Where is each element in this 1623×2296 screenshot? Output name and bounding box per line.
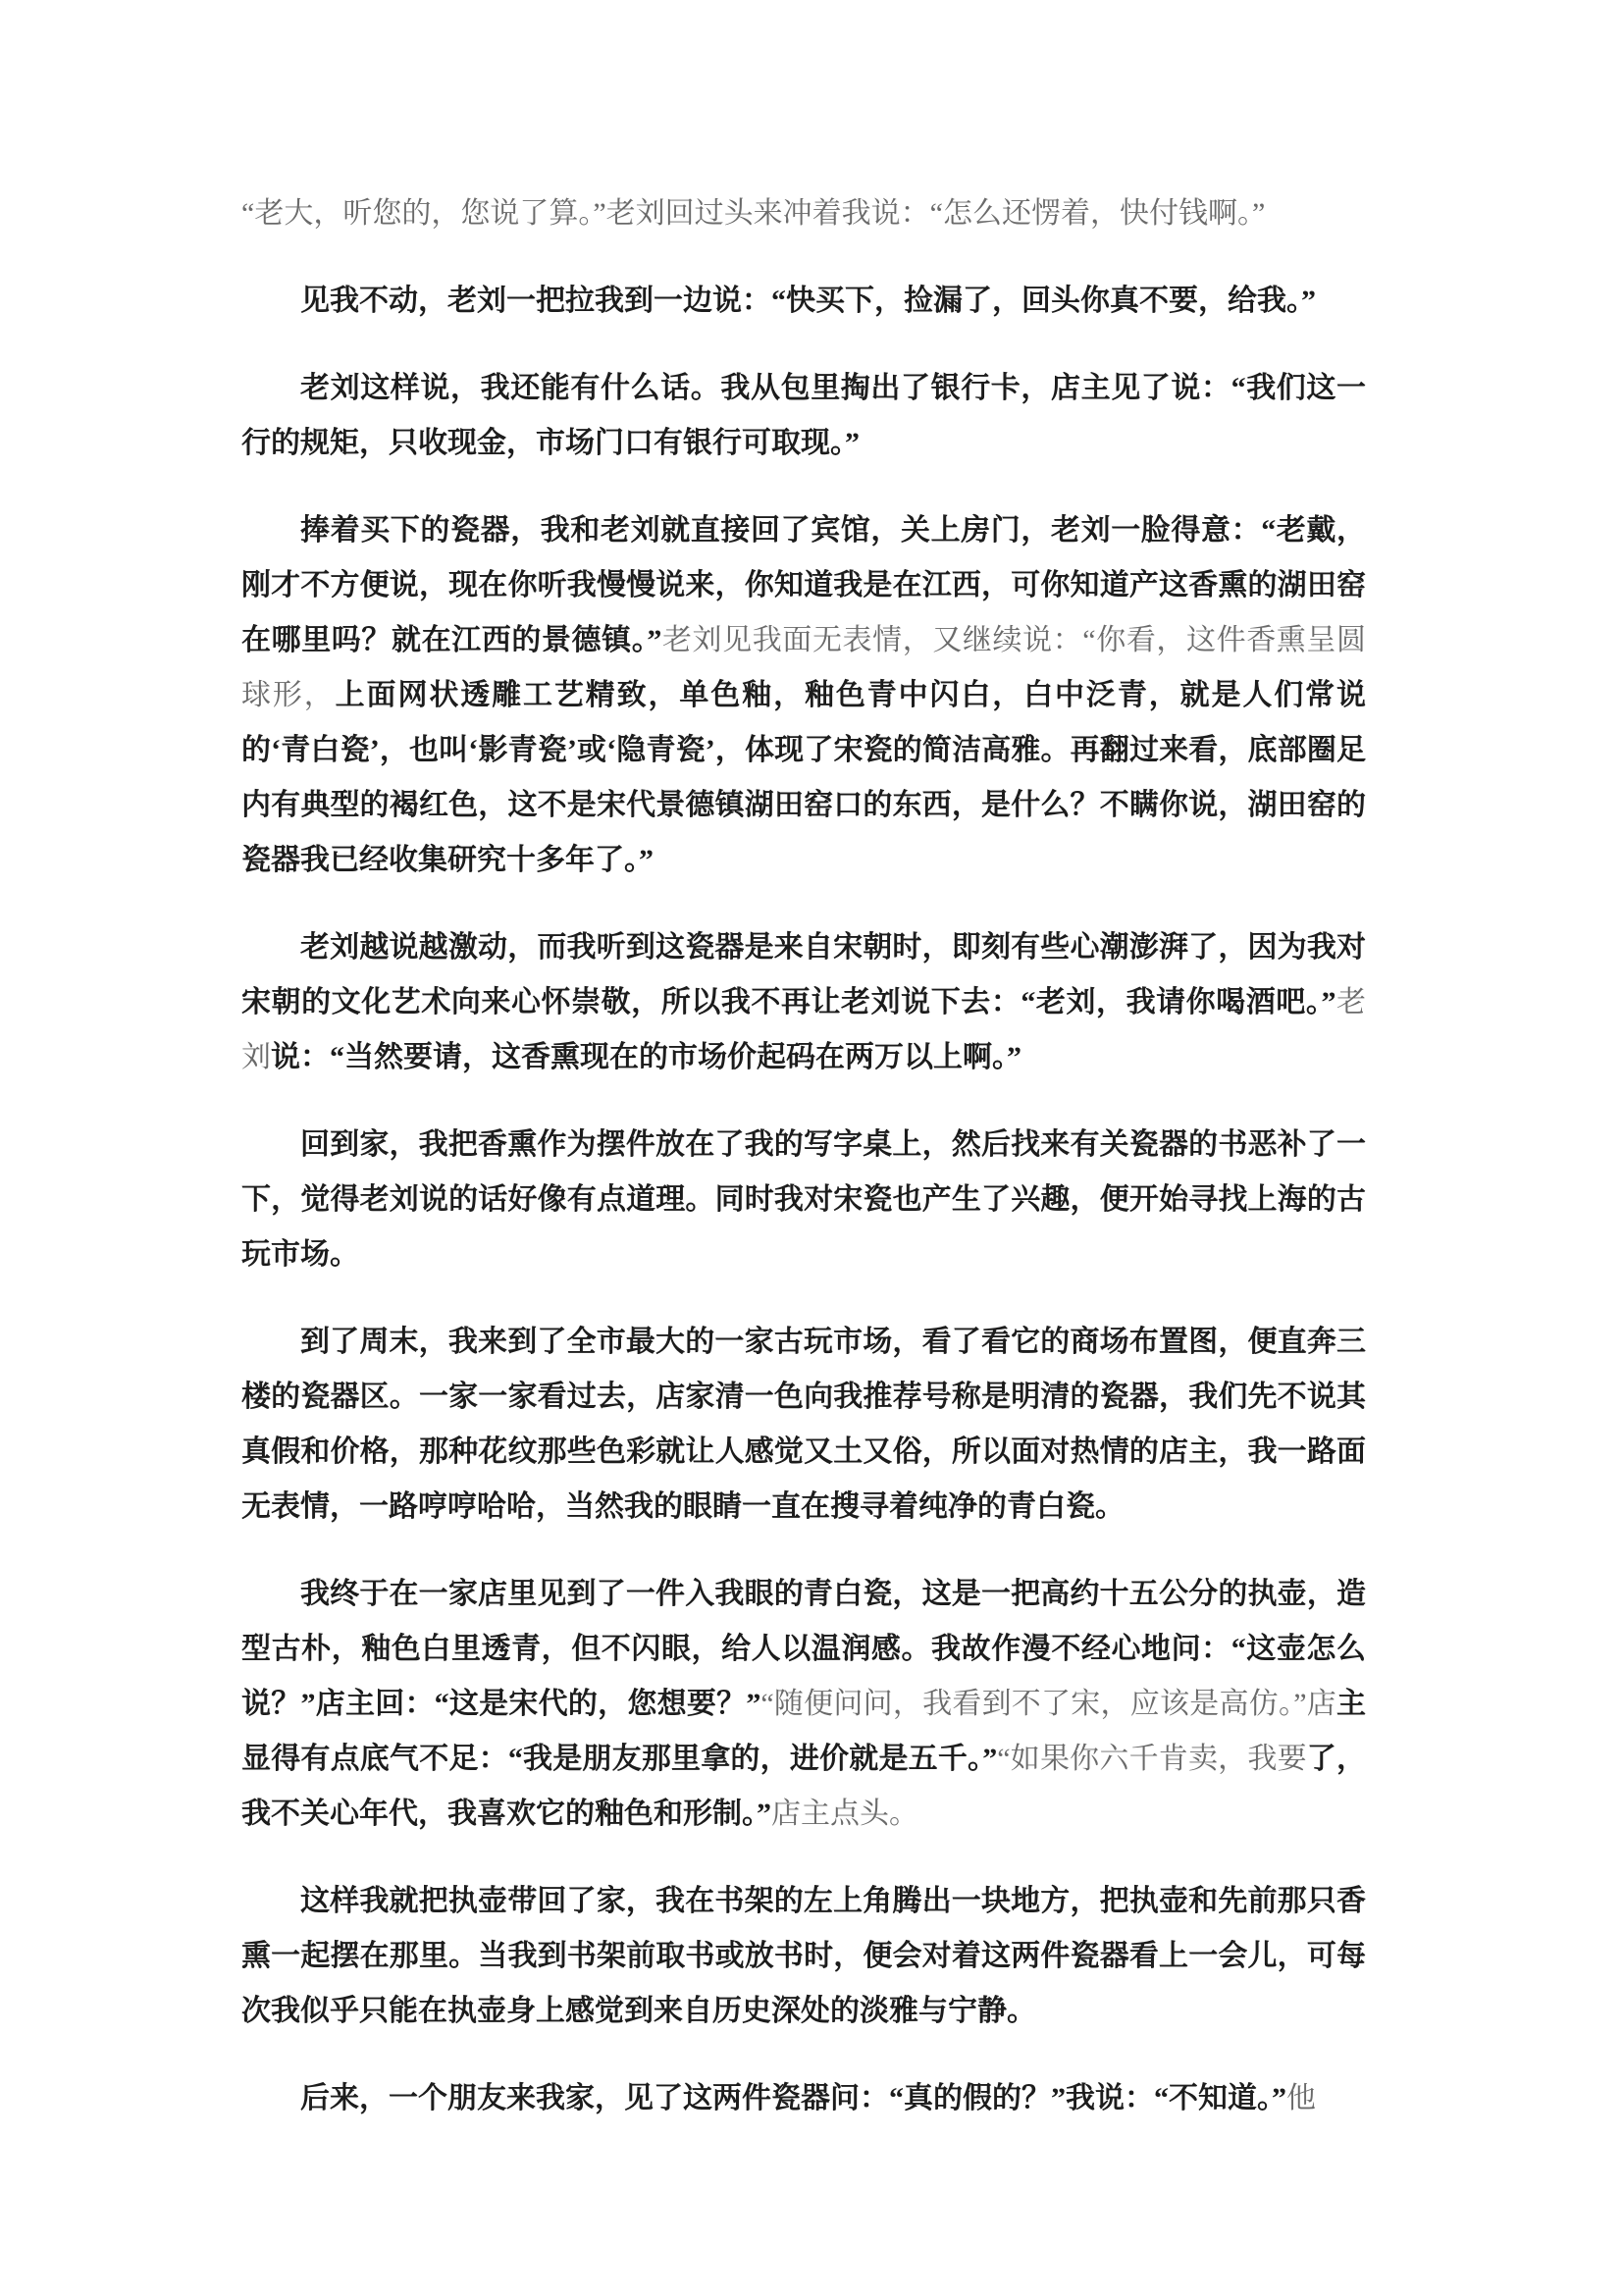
- text-run: 了，我不关心年代，我喜欢它的釉色和形制。”: [241, 1743, 1366, 1830]
- text-run: 这样我就把执壶带回了家，我在书架的左上角腾出一块地方，把执壶和先前那只香熏一起摆在那里。当我到书架前取书或放书时，便会对着这两件瓷器看上一会儿，可每次我似乎只能在执壶身上感觉到来自历史深处的淡雅与宁静。: [241, 1885, 1366, 2027]
- paragraph: [241, 361, 1366, 471]
- text-run: 他: [1286, 2082, 1316, 2114]
- paragraph: [241, 2071, 1366, 2126]
- text-run: 后来，一个朋友来我家，见了这两件瓷器问：“真的假的？”我说：“不知道。”: [300, 2082, 1286, 2114]
- text-run: 到了周末，我来到了全市最大的一家古玩市场，看了看它的商场布置图，便直奔三楼的瓷器区。一家一家看过去，店家清一色向我推荐号称是明清的瓷器，我们先不说其真假和价格，那种花纹那些色彩就让人感觉又土又俗，所以面对热情的店主，我一路面无表情，一路哼哼哈哈，当然我的眼睛一直在搜寻着纯净的青白瓷。: [241, 1326, 1366, 1523]
- paragraph: [241, 1567, 1366, 1842]
- paragraph: [241, 1315, 1366, 1535]
- paragraph: [241, 186, 1366, 241]
- paragraph: [241, 503, 1366, 888]
- paragraph: [241, 274, 1366, 329]
- text-run: 我终于在一家店里见到了一件入我眼的青白瓷，这是一把高约十五公分的执壶，造型古朴，釉色白里透青，但不闪眼，给人以温润感。我故作漫不经心地问：“这壶怎么说？”店主回：“这是宋代的，您想要？”: [241, 1578, 1366, 1720]
- text-run: “如果你六千肯卖，我要: [997, 1743, 1307, 1775]
- text-run: 上面网状透雕工艺精致，单色釉，釉色青中闪白，白中泛青，就是人们常说的‘青白瓷’，也叫‘影青瓷’或‘隐青瓷’，体现了宋瓷的简洁高雅。再翻过来看，底部圈足内有典型的褐红色，这不是宋代景德镇湖田窑口的东西，是什么？不瞒你说，湖田窑的瓷器我已经收集研究十多年了。”: [241, 679, 1367, 876]
- paragraph: [241, 1118, 1366, 1282]
- text-run: 店主点头。: [771, 1798, 918, 1830]
- text-run: 主显得有点底气不足：“我是朋友那里拿的，进价就是五千。”: [241, 1688, 1366, 1775]
- text-run: 回到家，我把香熏作为摆件放在了我的写字桌上，然后找来有关瓷器的书恶补了一下，觉得老刘说的话好像有点道理。同时我对宋瓷也产生了兴趣，便开始寻找上海的古玩市场。: [241, 1128, 1366, 1271]
- text-run: “随便问问，我看到不了宋，应该是高仿。”店: [760, 1688, 1336, 1720]
- text-run: 老刘这样说，我还能有什么话。我从包里掏出了银行卡，店主见了说：“我们这一行的规矩，只收现金，市场门口有银行可取现。”: [241, 372, 1366, 459]
- text-run: “老大，听您的，您说了算。”老刘回过头来冲着我说：“怎么还愣着，快付钱啊。”: [241, 197, 1266, 230]
- text-run: 捧着买下的瓷器，我和老刘就直接回了宾馆，关上房门，老刘一脸得意：“老戴，刚才不方便说，现在你听我慢慢说来，你知道我是在江西，可你知道产这香熏的湖田窑在哪里吗？就在江西的景德镇。”: [241, 514, 1366, 656]
- text-run: 老刘见我面无表情，又继续说：“你看，这件香熏呈圆球形，: [241, 624, 1366, 711]
- text-run: 老刘: [241, 986, 1367, 1073]
- text-run: 老刘越说越激动，而我听到这瓷器是来自宋朝时，即刻有些心潮澎湃了，因为我对宋朝的文化艺术向来心怀崇敬，所以我不再让老刘说下去：“老刘，我请你喝酒吧。”: [241, 931, 1366, 1018]
- text-run: 说：“当然要请，这香熏现在的市场价起码在两万以上啊。”: [271, 1041, 1021, 1073]
- paragraph: [241, 920, 1366, 1085]
- paragraph: [241, 1874, 1366, 2039]
- document-text: [241, 186, 1366, 2126]
- text-run: 见我不动，老刘一把拉我到一边说：“快买下，捡漏了，回头你真不要，给我。”: [300, 285, 1316, 317]
